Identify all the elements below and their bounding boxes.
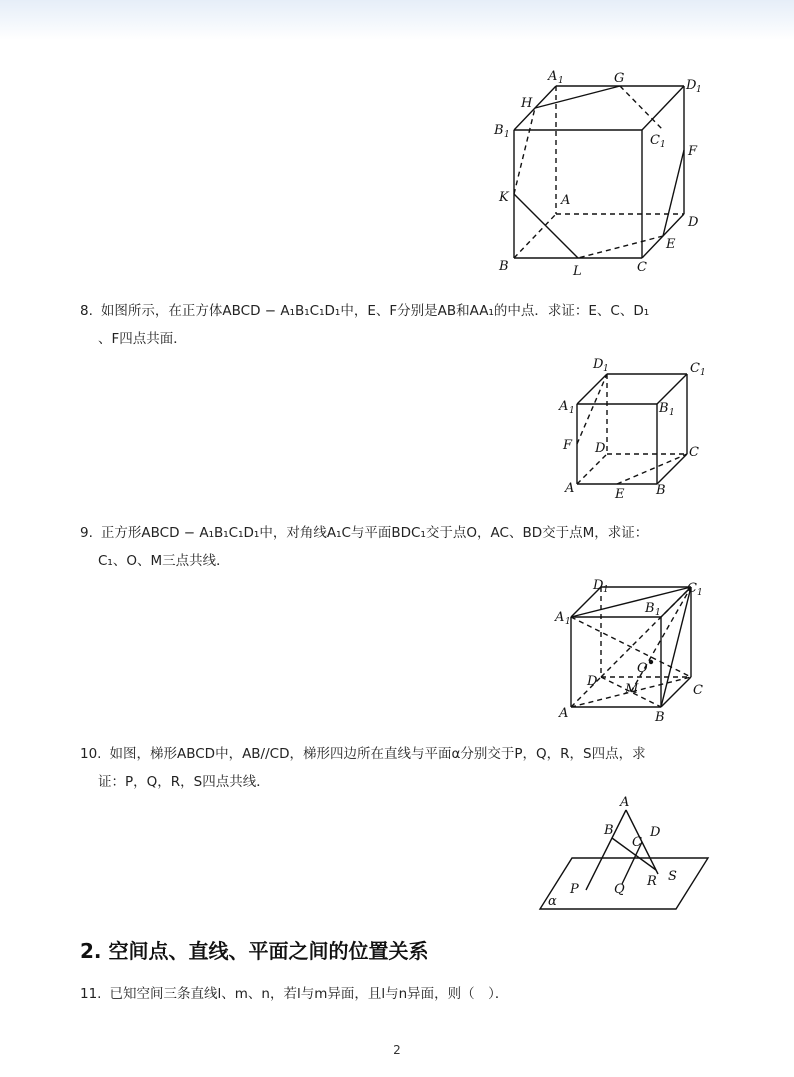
label-B: B xyxy=(604,823,614,838)
label-A1: A xyxy=(555,610,565,625)
label-A1: A xyxy=(548,69,558,84)
label-B: B xyxy=(499,259,509,274)
problem-text-continued: 、F四点共面． xyxy=(98,331,187,347)
label-C1: C xyxy=(690,361,700,376)
label-D1: D xyxy=(686,78,697,93)
label-D1-sub: 1 xyxy=(603,364,609,374)
label-A1-sub: 1 xyxy=(565,617,571,627)
label-D: D xyxy=(688,215,699,230)
label-R: R xyxy=(647,874,657,889)
label-A: A xyxy=(561,193,571,208)
label-D: D xyxy=(595,441,606,456)
label-B1-sub: 1 xyxy=(504,130,510,140)
page-number: 2 xyxy=(393,1043,401,1057)
problem-9 xyxy=(80,519,710,575)
header-band xyxy=(0,0,794,40)
label-C: C xyxy=(632,835,642,850)
label-C1-sub: 1 xyxy=(700,368,706,378)
point-O-marker xyxy=(649,660,653,664)
label-F: F xyxy=(563,438,573,453)
section-title: 2. 空间点、直线、平面之间的位置关系 xyxy=(80,939,429,963)
label-A: A xyxy=(620,795,630,810)
label-alpha: α xyxy=(548,894,557,909)
problem-11 xyxy=(80,980,710,1008)
problem-8 xyxy=(80,297,710,353)
problem-text: 已知空间三条直线l、m、n，若l与m异面，且l与n异面，则（ ）． xyxy=(109,986,509,1002)
label-D: D xyxy=(650,825,661,840)
problem-number: 10. xyxy=(80,746,102,762)
problem-number: 8. xyxy=(80,303,93,319)
label-B: B xyxy=(656,483,666,498)
label-A1: A xyxy=(559,399,569,414)
label-D: D xyxy=(587,674,598,689)
problem-number: 9. xyxy=(80,525,93,541)
label-F: F xyxy=(688,144,698,159)
label-L: L xyxy=(573,264,582,279)
label-A: A xyxy=(565,481,575,496)
label-B1: B xyxy=(494,123,504,138)
label-B1: B xyxy=(645,601,655,616)
label-B1-sub: 1 xyxy=(669,408,675,418)
label-P: P xyxy=(570,882,579,897)
label-B1: B xyxy=(659,401,669,416)
problem-text: 如图，梯形ABCD中，AB//CD，梯形四边所在直线与平面α分别交于P，Q，R，S四点，求 xyxy=(109,746,646,762)
label-D1: D xyxy=(593,578,604,593)
label-A: A xyxy=(559,706,569,721)
cube-figure-9 xyxy=(553,574,713,724)
label-E: E xyxy=(666,237,676,252)
label-D1: D xyxy=(593,357,604,372)
problem-text-continued: C₁、O、M三点共线． xyxy=(98,553,230,569)
label-E: E xyxy=(615,487,625,502)
label-Q: Q xyxy=(614,882,625,897)
label-C1: C xyxy=(687,581,697,596)
label-H: H xyxy=(521,96,533,111)
problem-text-continued: 证：P，Q，R，S四点共线． xyxy=(98,774,270,790)
problem-text: 正方形ABCD − A₁B₁C₁D₁中，对角线A₁C与平面BDC₁交于点O，AC、BD交于点M，求证： xyxy=(100,525,649,541)
problem-number: 11. xyxy=(80,986,102,1002)
label-B1-sub: 1 xyxy=(655,608,661,618)
label-C1-sub: 1 xyxy=(697,588,703,598)
label-K: K xyxy=(499,190,509,205)
problem-text: 如图所示，在正方体ABCD − A₁B₁C₁D₁中，E、F分别是AB和AA₁的中点．求证：E、C、D₁ xyxy=(100,303,650,319)
label-M: M xyxy=(625,682,639,697)
label-C: C xyxy=(637,260,647,275)
label-C: C xyxy=(689,445,699,460)
label-C: C xyxy=(693,683,703,698)
label-S: S xyxy=(668,869,677,884)
label-G: G xyxy=(614,71,625,86)
cube-section-figure xyxy=(490,68,710,283)
label-C1: C xyxy=(650,133,660,148)
label-A1-sub: 1 xyxy=(558,76,564,86)
label-C1-sub: 1 xyxy=(660,140,666,150)
cube-figure-8 xyxy=(555,352,715,502)
label-D1-sub: 1 xyxy=(603,585,609,595)
problem-10 xyxy=(80,740,710,796)
label-B: B xyxy=(655,710,665,725)
label-D1-sub: 1 xyxy=(696,85,702,95)
trapezoid-plane-figure xyxy=(536,792,716,917)
label-O: O xyxy=(637,661,648,676)
label-A1-sub: 1 xyxy=(569,406,575,416)
